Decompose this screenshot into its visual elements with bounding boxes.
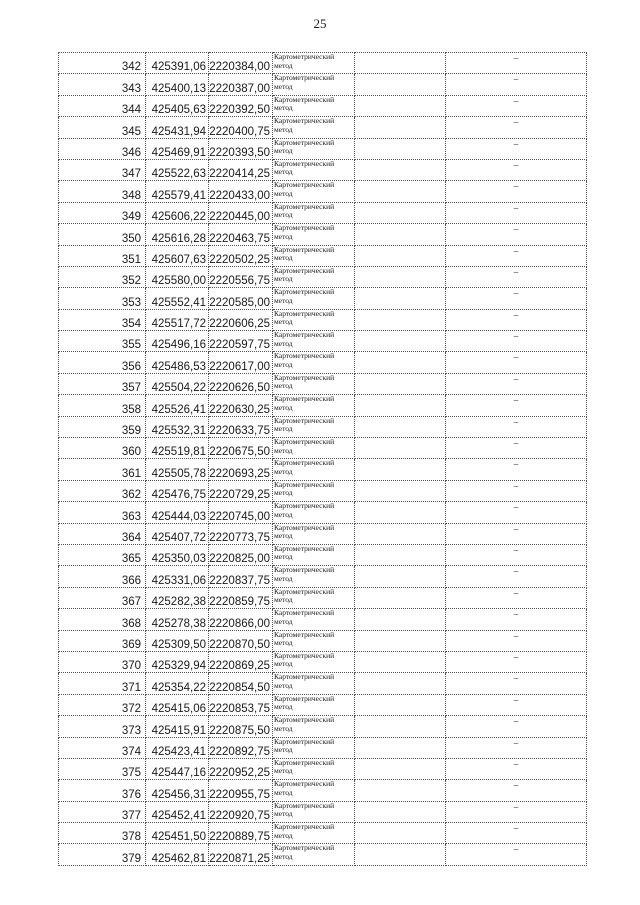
empty-cell (355, 202, 446, 223)
empty-cell (355, 416, 446, 437)
point-number-cell: 344 (59, 95, 146, 116)
x-coordinate-cell: 425444,03 (146, 502, 209, 523)
point-number-cell: 357 (59, 373, 146, 394)
point-number-cell: 351 (59, 245, 146, 266)
method-cell: Картометрический метод (273, 202, 355, 223)
point-number-cell: 359 (59, 416, 146, 437)
x-coordinate-cell: 425522,63 (146, 159, 209, 180)
empty-cell (355, 523, 446, 544)
point-number-cell: 369 (59, 630, 146, 651)
x-coordinate-cell: 425579,41 (146, 181, 209, 202)
method-cell: Картометрический метод (273, 352, 355, 373)
point-number-cell: 358 (59, 395, 146, 416)
dash-cell: – (446, 438, 587, 459)
x-coordinate-cell: 425452,41 (146, 801, 209, 822)
table-row (59, 224, 587, 245)
coordinates-table-body (59, 53, 587, 866)
x-coordinate-cell: 425469,91 (146, 138, 209, 159)
method-cell: Картометрический метод (273, 801, 355, 822)
empty-cell (355, 737, 446, 758)
empty-cell (355, 395, 446, 416)
method-cell: Картометрический метод (273, 651, 355, 672)
table-row (59, 266, 587, 287)
point-number-cell: 352 (59, 266, 146, 287)
dash-cell: – (446, 331, 587, 352)
dash-cell: – (446, 801, 587, 822)
empty-cell (355, 630, 446, 651)
empty-cell (355, 758, 446, 779)
dash-cell: – (446, 630, 587, 651)
x-coordinate-cell: 425354,22 (146, 673, 209, 694)
x-coordinate-cell: 425423,41 (146, 737, 209, 758)
x-coordinate-cell: 425451,50 (146, 823, 209, 844)
table-row (59, 202, 587, 223)
y-coordinate-cell: 2220871,25 (209, 844, 273, 865)
method-cell: Картометрический метод (273, 566, 355, 587)
x-coordinate-cell: 425415,06 (146, 694, 209, 715)
y-coordinate-cell: 2220675,50 (209, 438, 273, 459)
method-cell: Картометрический метод (273, 737, 355, 758)
y-coordinate-cell: 2220463,75 (209, 224, 273, 245)
method-cell: Картометрический метод (273, 416, 355, 437)
x-coordinate-cell: 425616,28 (146, 224, 209, 245)
dash-cell: – (446, 587, 587, 608)
empty-cell (355, 288, 446, 309)
table-row (59, 544, 587, 565)
dash-cell: – (446, 352, 587, 373)
empty-cell (355, 716, 446, 737)
point-number-cell: 370 (59, 651, 146, 672)
table-row (59, 823, 587, 844)
method-cell: Картометрический метод (273, 159, 355, 180)
point-number-cell: 349 (59, 202, 146, 223)
y-coordinate-cell: 2220859,75 (209, 587, 273, 608)
table-row (59, 651, 587, 672)
x-coordinate-cell: 425309,50 (146, 630, 209, 651)
method-cell: Картометрический метод (273, 502, 355, 523)
table-row (59, 288, 587, 309)
table-row (59, 416, 587, 437)
y-coordinate-cell: 2220585,00 (209, 288, 273, 309)
empty-cell (355, 651, 446, 672)
y-coordinate-cell: 2220387,00 (209, 74, 273, 95)
dash-cell: – (446, 117, 587, 138)
x-coordinate-cell: 425505,78 (146, 459, 209, 480)
y-coordinate-cell: 2220606,25 (209, 309, 273, 330)
x-coordinate-cell: 425447,16 (146, 758, 209, 779)
empty-cell (355, 245, 446, 266)
empty-cell (355, 459, 446, 480)
y-coordinate-cell: 2220870,50 (209, 630, 273, 651)
point-number-cell: 366 (59, 566, 146, 587)
dash-cell: – (446, 202, 587, 223)
method-cell: Картометрический метод (273, 780, 355, 801)
table-row (59, 716, 587, 737)
table-row (59, 523, 587, 544)
dash-cell: – (446, 224, 587, 245)
y-coordinate-cell: 2220875,50 (209, 716, 273, 737)
point-number-cell: 378 (59, 823, 146, 844)
empty-cell (355, 117, 446, 138)
point-number-cell: 360 (59, 438, 146, 459)
method-cell: Картометрический метод (273, 245, 355, 266)
point-number-cell: 367 (59, 587, 146, 608)
table-row (59, 159, 587, 180)
y-coordinate-cell: 2220400,75 (209, 117, 273, 138)
x-coordinate-cell: 425400,13 (146, 74, 209, 95)
empty-cell (355, 480, 446, 501)
y-coordinate-cell: 2220892,75 (209, 737, 273, 758)
x-coordinate-cell: 425391,06 (146, 53, 209, 74)
point-number-cell: 373 (59, 716, 146, 737)
method-cell: Картометрический метод (273, 673, 355, 694)
table-row (59, 630, 587, 651)
x-coordinate-cell: 425350,03 (146, 544, 209, 565)
x-coordinate-cell: 425415,91 (146, 716, 209, 737)
x-coordinate-cell: 425517,72 (146, 309, 209, 330)
y-coordinate-cell: 2220866,00 (209, 609, 273, 630)
empty-cell (355, 566, 446, 587)
x-coordinate-cell: 425462,81 (146, 844, 209, 865)
method-cell: Картометрический метод (273, 266, 355, 287)
empty-cell (355, 823, 446, 844)
point-number-cell: 345 (59, 117, 146, 138)
table-row (59, 801, 587, 822)
dash-cell: – (446, 95, 587, 116)
point-number-cell: 354 (59, 309, 146, 330)
empty-cell (355, 266, 446, 287)
table-row (59, 609, 587, 630)
y-coordinate-cell: 2220384,00 (209, 53, 273, 74)
method-cell: Картометрический метод (273, 823, 355, 844)
point-number-cell: 377 (59, 801, 146, 822)
y-coordinate-cell: 2220729,25 (209, 480, 273, 501)
dash-cell: – (446, 694, 587, 715)
y-coordinate-cell: 2220853,75 (209, 694, 273, 715)
dash-cell: – (446, 373, 587, 394)
point-number-cell: 376 (59, 780, 146, 801)
empty-cell (355, 609, 446, 630)
y-coordinate-cell: 2220393,50 (209, 138, 273, 159)
x-coordinate-cell: 425407,72 (146, 523, 209, 544)
point-number-cell: 372 (59, 694, 146, 715)
table-row (59, 438, 587, 459)
table-row (59, 566, 587, 587)
method-cell: Картометрический метод (273, 630, 355, 651)
empty-cell (355, 224, 446, 245)
point-number-cell: 342 (59, 53, 146, 74)
dash-cell: – (446, 523, 587, 544)
empty-cell (355, 438, 446, 459)
point-number-cell: 353 (59, 288, 146, 309)
y-coordinate-cell: 2220617,00 (209, 352, 273, 373)
dash-cell: – (446, 266, 587, 287)
method-cell: Картометрический метод (273, 138, 355, 159)
point-number-cell: 348 (59, 181, 146, 202)
empty-cell (355, 53, 446, 74)
method-cell: Картометрический метод (273, 331, 355, 352)
dash-cell: – (446, 544, 587, 565)
dash-cell: – (446, 609, 587, 630)
page-number: 25 (313, 16, 327, 31)
y-coordinate-cell: 2220502,25 (209, 245, 273, 266)
y-coordinate-cell: 2220433,00 (209, 181, 273, 202)
y-coordinate-cell: 2220869,25 (209, 651, 273, 672)
table-row (59, 737, 587, 758)
method-cell: Картометрический метод (273, 181, 355, 202)
table-row (59, 53, 587, 74)
y-coordinate-cell: 2220633,75 (209, 416, 273, 437)
empty-cell (355, 159, 446, 180)
dash-cell: – (446, 288, 587, 309)
point-number-cell: 350 (59, 224, 146, 245)
y-coordinate-cell: 2220920,75 (209, 801, 273, 822)
method-cell: Картометрический метод (273, 587, 355, 608)
x-coordinate-cell: 425580,00 (146, 266, 209, 287)
x-coordinate-cell: 425331,06 (146, 566, 209, 587)
method-cell: Картометрический метод (273, 758, 355, 779)
x-coordinate-cell: 425405,63 (146, 95, 209, 116)
method-cell: Картометрический метод (273, 694, 355, 715)
method-cell: Картометрический метод (273, 438, 355, 459)
x-coordinate-cell: 425504,22 (146, 373, 209, 394)
table-row (59, 74, 587, 95)
table-row (59, 395, 587, 416)
point-number-cell: 363 (59, 502, 146, 523)
dash-cell: – (446, 673, 587, 694)
method-cell: Картометрический метод (273, 117, 355, 138)
dash-cell: – (446, 181, 587, 202)
x-coordinate-cell: 425607,63 (146, 245, 209, 266)
table-row (59, 95, 587, 116)
point-number-cell: 375 (59, 758, 146, 779)
y-coordinate-cell: 2220955,75 (209, 780, 273, 801)
empty-cell (355, 780, 446, 801)
empty-cell (355, 352, 446, 373)
y-coordinate-cell: 2220773,75 (209, 523, 273, 544)
method-cell: Картометрический метод (273, 288, 355, 309)
table-row (59, 459, 587, 480)
empty-cell (355, 844, 446, 865)
table-row (59, 181, 587, 202)
table-row (59, 373, 587, 394)
table-row (59, 309, 587, 330)
table-row (59, 844, 587, 865)
dash-cell: – (446, 138, 587, 159)
y-coordinate-cell: 2220626,50 (209, 373, 273, 394)
x-coordinate-cell: 425532,31 (146, 416, 209, 437)
x-coordinate-cell: 425456,31 (146, 780, 209, 801)
dash-cell: – (446, 459, 587, 480)
dash-cell: – (446, 823, 587, 844)
table-row (59, 480, 587, 501)
x-coordinate-cell: 425606,22 (146, 202, 209, 223)
empty-cell (355, 801, 446, 822)
dash-cell: – (446, 566, 587, 587)
method-cell: Картометрический метод (273, 609, 355, 630)
method-cell: Картометрический метод (273, 373, 355, 394)
empty-cell (355, 373, 446, 394)
y-coordinate-cell: 2220693,25 (209, 459, 273, 480)
dash-cell: – (446, 716, 587, 737)
y-coordinate-cell: 2220837,75 (209, 566, 273, 587)
y-coordinate-cell: 2220745,00 (209, 502, 273, 523)
table-row (59, 694, 587, 715)
empty-cell (355, 95, 446, 116)
dash-cell: – (446, 416, 587, 437)
point-number-cell: 362 (59, 480, 146, 501)
dash-cell: – (446, 780, 587, 801)
point-number-cell: 379 (59, 844, 146, 865)
point-number-cell: 356 (59, 352, 146, 373)
x-coordinate-cell: 425282,38 (146, 587, 209, 608)
dash-cell: – (446, 309, 587, 330)
y-coordinate-cell: 2220952,25 (209, 758, 273, 779)
x-coordinate-cell: 425278,38 (146, 609, 209, 630)
point-number-cell: 368 (59, 609, 146, 630)
method-cell: Картометрический метод (273, 95, 355, 116)
empty-cell (355, 544, 446, 565)
table-row (59, 587, 587, 608)
x-coordinate-cell: 425486,53 (146, 352, 209, 373)
dash-cell: – (446, 651, 587, 672)
x-coordinate-cell: 425496,16 (146, 331, 209, 352)
point-number-cell: 365 (59, 544, 146, 565)
y-coordinate-cell: 2220445,00 (209, 202, 273, 223)
dash-cell: – (446, 159, 587, 180)
table-row (59, 758, 587, 779)
x-coordinate-cell: 425552,41 (146, 288, 209, 309)
method-cell: Картометрический метод (273, 459, 355, 480)
table-row (59, 780, 587, 801)
y-coordinate-cell: 2220556,75 (209, 266, 273, 287)
dash-cell: – (446, 758, 587, 779)
x-coordinate-cell: 425519,81 (146, 438, 209, 459)
method-cell: Картометрический метод (273, 523, 355, 544)
x-coordinate-cell: 425431,94 (146, 117, 209, 138)
empty-cell (355, 331, 446, 352)
point-number-cell: 346 (59, 138, 146, 159)
dash-cell: – (446, 53, 587, 74)
x-coordinate-cell: 425476,75 (146, 480, 209, 501)
point-number-cell: 361 (59, 459, 146, 480)
empty-cell (355, 673, 446, 694)
method-cell: Картометрический метод (273, 53, 355, 74)
method-cell: Картометрический метод (273, 224, 355, 245)
empty-cell (355, 181, 446, 202)
method-cell: Картометрический метод (273, 309, 355, 330)
method-cell: Картометрический метод (273, 74, 355, 95)
y-coordinate-cell: 2220392,50 (209, 95, 273, 116)
y-coordinate-cell: 2220854,50 (209, 673, 273, 694)
y-coordinate-cell: 2220597,75 (209, 331, 273, 352)
point-number-cell: 355 (59, 331, 146, 352)
x-coordinate-cell: 425526,41 (146, 395, 209, 416)
empty-cell (355, 74, 446, 95)
dash-cell: – (446, 737, 587, 758)
empty-cell (355, 587, 446, 608)
table-row (59, 502, 587, 523)
empty-cell (355, 138, 446, 159)
point-number-cell: 364 (59, 523, 146, 544)
point-number-cell: 371 (59, 673, 146, 694)
table-row (59, 138, 587, 159)
dash-cell: – (446, 74, 587, 95)
y-coordinate-cell: 2220889,75 (209, 823, 273, 844)
dash-cell: – (446, 395, 587, 416)
y-coordinate-cell: 2220825,00 (209, 544, 273, 565)
y-coordinate-cell: 2220414,25 (209, 159, 273, 180)
table-row (59, 117, 587, 138)
empty-cell (355, 502, 446, 523)
method-cell: Картометрический метод (273, 395, 355, 416)
table-row (59, 331, 587, 352)
x-coordinate-cell: 425329,94 (146, 651, 209, 672)
dash-cell: – (446, 844, 587, 865)
dash-cell: – (446, 480, 587, 501)
point-number-cell: 343 (59, 74, 146, 95)
dash-cell: – (446, 245, 587, 266)
y-coordinate-cell: 2220630,25 (209, 395, 273, 416)
table-row (59, 673, 587, 694)
method-cell: Картометрический метод (273, 844, 355, 865)
coordinates-table (58, 52, 587, 866)
dash-cell: – (446, 502, 587, 523)
empty-cell (355, 309, 446, 330)
table-row (59, 245, 587, 266)
table-row (59, 352, 587, 373)
empty-cell (355, 694, 446, 715)
method-cell: Картометрический метод (273, 480, 355, 501)
method-cell: Картометрический метод (273, 716, 355, 737)
method-cell: Картометрический метод (273, 544, 355, 565)
point-number-cell: 347 (59, 159, 146, 180)
point-number-cell: 374 (59, 737, 146, 758)
